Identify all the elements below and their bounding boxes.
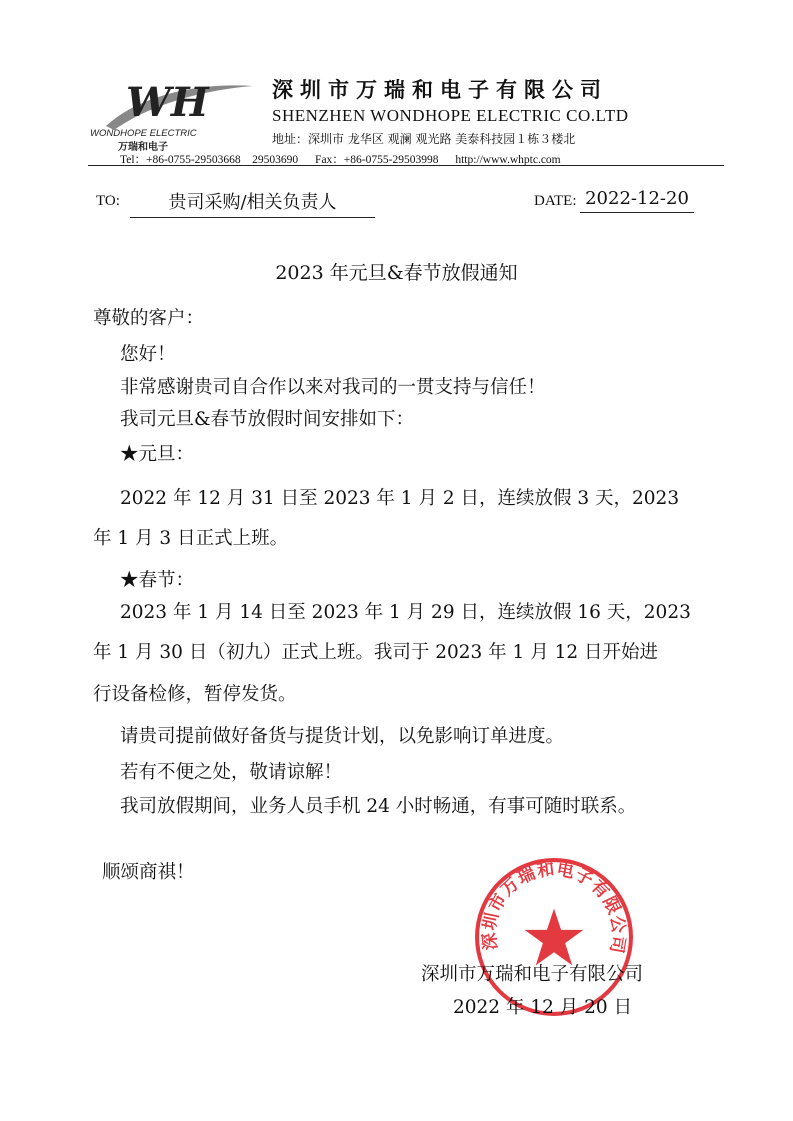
- salutation: 尊敬的客户：: [93, 308, 205, 329]
- signature-company: 深圳市万瑞和电子有限公司: [421, 964, 644, 985]
- company-name-en: SHENZHEN WONDHOPE ELECTRIC CO.LTD: [272, 106, 629, 125]
- company-logo: [88, 68, 258, 160]
- seal-star: [525, 909, 584, 966]
- intro-line: 我司元旦&春节放假时间安排如下：: [120, 409, 414, 430]
- new-year-line-2: 年 1 月 3 日正式上班。: [93, 528, 289, 549]
- spring-line-1: 2023 年 1 月 14 日至 2023 年 1 月 29 日，连续放假 16 天，2023: [120, 602, 691, 623]
- website-text: http://www.whptc.com: [455, 154, 561, 166]
- request-line: 请贵司提前做好备货与提货计划，以免影响订单进度。: [120, 726, 565, 747]
- new-year-heading: ★元旦：: [120, 444, 195, 465]
- to-label: TO:: [96, 193, 120, 209]
- greeting: 您好！: [120, 344, 176, 365]
- svg-text:WH: WH: [126, 79, 209, 126]
- apology-line: 若有不便之处，敬请谅解！: [120, 762, 343, 783]
- tel-text: Tel：+86-0755-29503668 29503690: [120, 154, 299, 166]
- notice-title: 2023 年元旦&春节放假通知: [275, 262, 518, 284]
- recipient: 贵司采购/相关负责人: [130, 188, 375, 218]
- letterhead-divider: [88, 165, 724, 166]
- contact-note-line: 我司放假期间，业务人员手机 24 小时畅通，有事可随时联系。: [120, 796, 637, 817]
- date-value: 2022-12-20: [580, 188, 694, 213]
- spring-line-3: 行设备检修，暂停发货。: [93, 684, 297, 705]
- spring-heading: ★春节：: [120, 570, 195, 591]
- closing: 顺颂商祺！: [102, 862, 195, 883]
- fax-text: Fax：+86-0755-29503998: [315, 154, 439, 166]
- signature-date: 2022 年 12 月 20 日: [453, 997, 633, 1018]
- logo-text-en: WONDHOPE ELECTRIC: [90, 128, 197, 139]
- thanks-line: 非常感谢贵司自合作以来对我司的一贯支持与信任！: [120, 377, 546, 398]
- date-label: DATE:: [534, 193, 577, 209]
- spring-line-2: 年 1 月 30 日（初九）正式上班。我司于 2023 年 1 月 12 日开始进: [93, 642, 659, 663]
- logo-text-cn: 万瑞和电子: [118, 142, 168, 153]
- company-name-cn: 深圳市万瑞和电子有限公司: [272, 77, 608, 102]
- seal-text: 深圳市万瑞和电子有限公司: [479, 859, 629, 956]
- new-year-line-1: 2022 年 12 月 31 日至 2023 年 1 月 2 日，连续放假 3 天，2023: [120, 488, 680, 509]
- company-address: 地址：深圳市 龙华区 观澜 观光路 美泰科技园１栋３楼北: [272, 132, 576, 146]
